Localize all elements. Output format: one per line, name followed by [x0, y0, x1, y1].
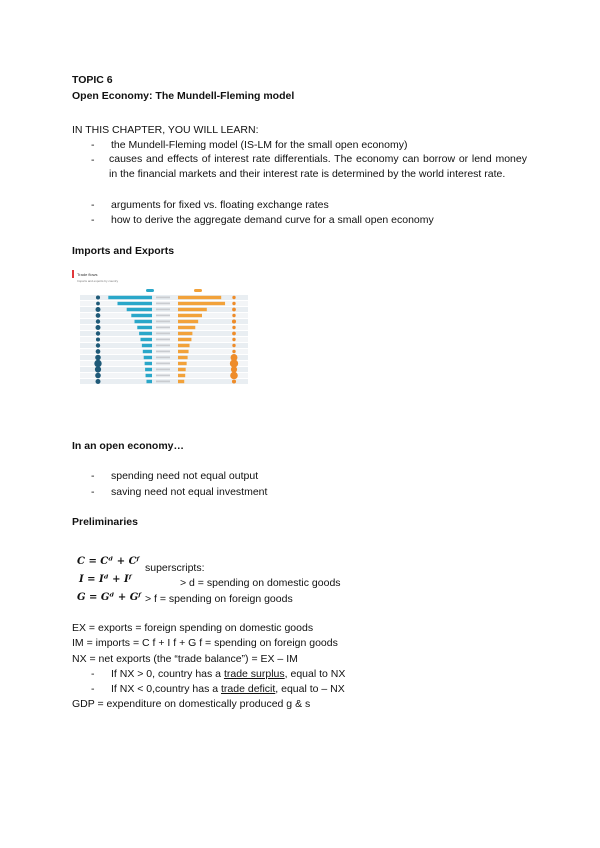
section-heading-preliminaries: Preliminaries — [72, 516, 138, 528]
exports-bar — [178, 368, 186, 371]
import-size-dot — [96, 313, 101, 318]
row-label — [156, 357, 170, 359]
imports-bar — [143, 350, 152, 353]
section-heading-imports: Imports and Exports — [72, 245, 175, 257]
topic-number: TOPIC 6 — [72, 74, 113, 86]
imports-bar — [108, 296, 152, 299]
imports-bar — [135, 320, 152, 323]
learn-item: arguments for fixed vs. floating exchange rates — [111, 199, 329, 211]
surplus-text: If NX > 0, country has a — [111, 668, 224, 680]
import-size-dot — [96, 343, 100, 347]
bullet-dash: - — [91, 199, 95, 211]
imports-bar — [141, 338, 153, 341]
export-size-dot — [232, 302, 235, 305]
surplus-text-end: , equal to NX — [284, 668, 346, 680]
trade-flows-figure — [72, 268, 254, 386]
imports-bar — [139, 332, 152, 335]
trade-surplus-line — [111, 668, 345, 681]
export-size-dot — [232, 344, 235, 347]
import-size-dot — [96, 325, 101, 330]
figure-title: Trade flows — [77, 272, 98, 277]
page-title: Open Economy: The Mundell-Fleming model — [72, 90, 295, 102]
row-label — [156, 315, 170, 317]
row-label — [156, 369, 170, 371]
definition-net-exports: NX = net exports (the “trade balance”) = EX – IM — [72, 653, 298, 665]
imports-bar — [145, 362, 152, 365]
bullet-dash: - — [91, 154, 95, 166]
import-size-dot — [94, 360, 101, 367]
exports-bar — [178, 350, 189, 353]
deficit-text: If NX < 0,country has a — [111, 683, 222, 695]
bullet-dash: - — [91, 139, 95, 151]
exports-bar — [178, 320, 198, 323]
row-label — [156, 375, 170, 377]
equation-investment: I = Iᵈ + Iᶠ — [79, 574, 132, 585]
row-label — [156, 339, 170, 341]
imports-bar — [142, 344, 152, 347]
row-label — [156, 303, 170, 305]
learn-item: the Mundell-Fleming model (IS-LM for the small open economy) — [111, 139, 408, 151]
exports-bar — [178, 356, 188, 359]
imports-header-pill — [146, 289, 154, 292]
export-size-dot — [232, 319, 236, 323]
exports-bar — [178, 296, 221, 299]
import-size-dot — [96, 302, 100, 306]
definition-imports: IM = imports = C f + I f + G f = spending on foreign goods — [72, 637, 338, 649]
import-size-dot — [96, 337, 100, 341]
superscripts-label: superscripts: — [145, 562, 205, 574]
import-size-dot — [96, 331, 100, 335]
export-size-dot — [232, 308, 236, 312]
open-item: spending need not equal output — [111, 470, 259, 482]
equation-government: G = Gᵈ + Gᶠ — [77, 592, 141, 603]
row-label — [156, 327, 170, 329]
imports-bar — [118, 302, 153, 305]
export-size-dot — [232, 314, 235, 317]
figure-subtitle: Imports and exports by country — [77, 279, 119, 283]
exports-bar — [178, 362, 187, 365]
imports-bar — [127, 308, 152, 311]
bullet-dash: - — [91, 486, 95, 498]
trade-deficit-line — [111, 683, 345, 696]
import-size-dot — [96, 307, 101, 312]
export-size-dot — [232, 326, 235, 329]
imports-bar — [145, 368, 152, 371]
imports-bar — [131, 314, 152, 317]
exports-bar — [178, 308, 207, 311]
bullet-dash: - — [91, 683, 95, 695]
trade-surplus-term: trade surplus — [223, 668, 285, 680]
export-size-dot — [232, 350, 235, 353]
trade-deficit-term: trade deficit — [221, 683, 276, 695]
row-label — [156, 351, 170, 353]
import-size-dot — [95, 355, 101, 361]
open-item: saving need not equal investment — [111, 486, 268, 498]
import-size-dot — [95, 373, 101, 379]
row-label — [156, 297, 170, 299]
section-heading-open-economy: In an open economy… — [72, 440, 185, 452]
import-size-dot — [96, 349, 101, 354]
exports-bar — [178, 314, 202, 317]
row-label — [156, 381, 170, 383]
exports-header-pill — [194, 289, 202, 292]
equation-consumption: C = Cᵈ + Cᶠ — [77, 556, 140, 567]
import-size-dot — [96, 379, 101, 384]
export-size-dot — [232, 379, 236, 383]
exports-bar — [178, 380, 184, 383]
export-size-dot — [232, 338, 235, 341]
definition-exports: EX = exports = foreign spending on domestic goods — [72, 622, 314, 634]
import-size-dot — [96, 319, 100, 323]
export-size-dot — [232, 332, 236, 336]
learn-item: how to derive the aggregate demand curve for a small open economy — [111, 214, 434, 226]
bullet-dash: - — [91, 214, 95, 226]
export-size-dot — [231, 366, 237, 372]
bullet-dash: - — [91, 470, 95, 482]
exports-bar — [178, 338, 191, 341]
superscript-d-note: > d = spending on domestic goods — [180, 577, 341, 589]
imports-bar — [146, 374, 152, 377]
row-label — [156, 363, 170, 365]
deficit-text-end: , equal to – NX — [275, 683, 345, 695]
bullet-dash: - — [91, 668, 95, 680]
row-label — [156, 333, 170, 335]
import-size-dot — [96, 295, 100, 299]
row-label — [156, 309, 170, 311]
superscript-f-note: > f = spending on foreign goods — [145, 593, 293, 605]
row-label — [156, 345, 170, 347]
exports-bar — [178, 326, 195, 329]
exports-bar — [178, 332, 192, 335]
exports-bar — [178, 344, 190, 347]
export-size-dot — [232, 296, 235, 299]
learn-item: causes and effects of interest rate differentials. The economy can borrow or lend money in the financial markets and their interest rate is determined by the world interest rate. — [109, 153, 527, 180]
exports-bar — [178, 302, 225, 305]
figure-accent-bar — [72, 270, 74, 278]
imports-bar — [144, 356, 152, 359]
definition-gdp: GDP = expenditure on domestically produced g & s — [72, 698, 311, 710]
row-label — [156, 321, 170, 323]
import-size-dot — [95, 366, 101, 372]
exports-bar — [178, 374, 185, 377]
imports-bar — [146, 380, 152, 383]
export-size-dot — [230, 372, 238, 380]
imports-bar — [137, 326, 152, 329]
intro-heading: IN THIS CHAPTER, YOU WILL LEARN: — [72, 124, 259, 136]
